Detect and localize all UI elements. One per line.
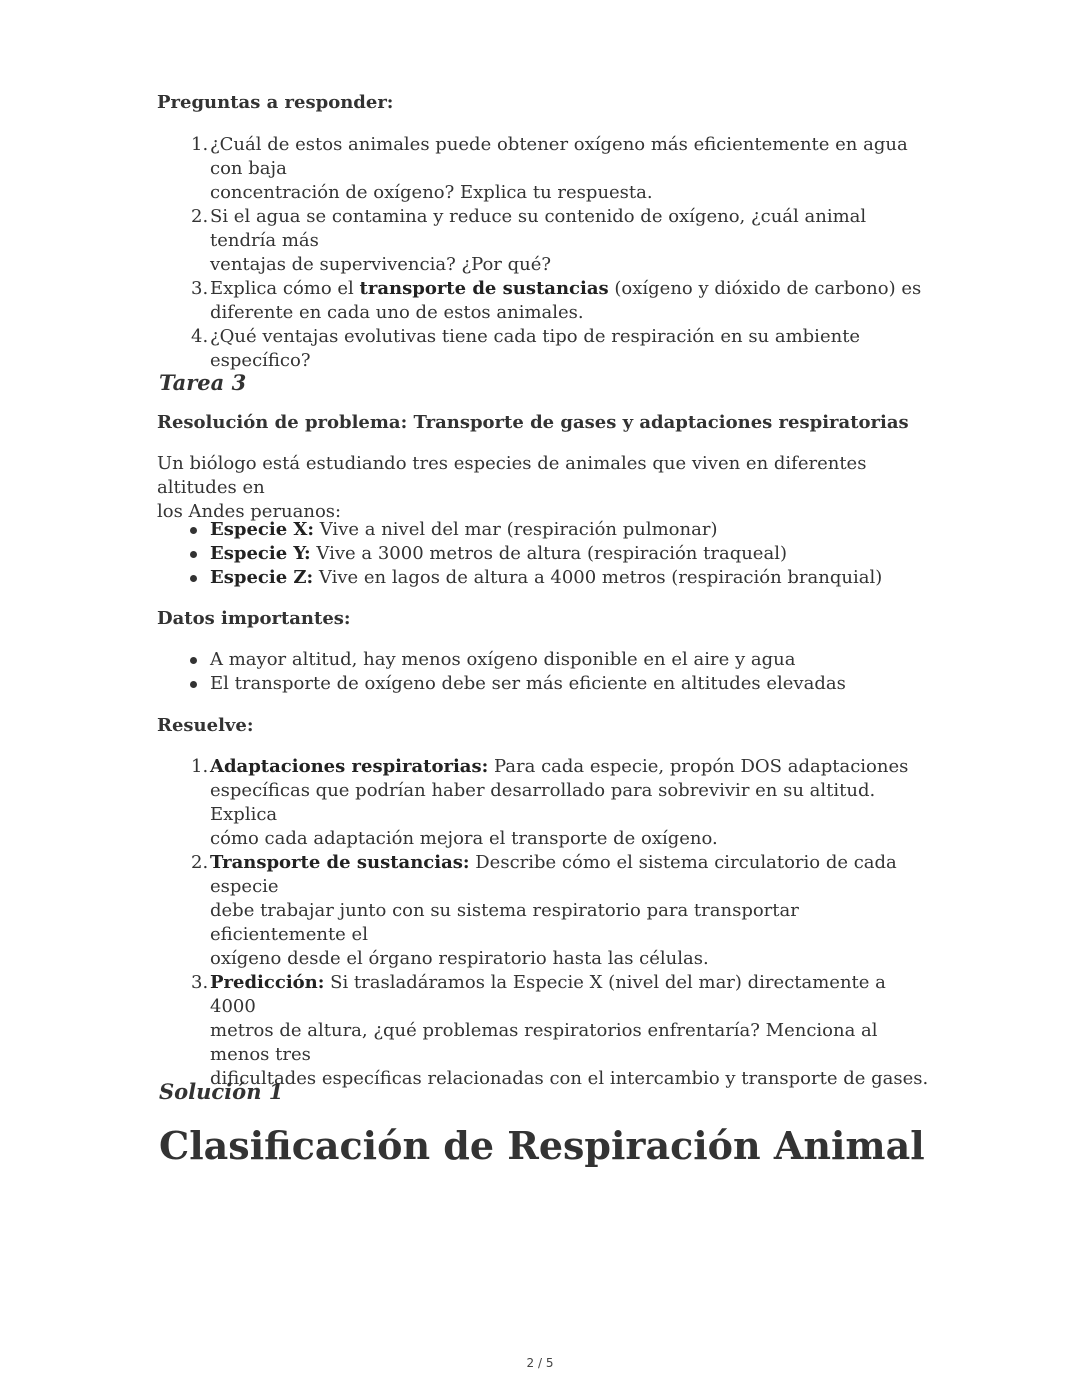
- list-text: ventajas de supervivencia? ¿Por qué?: [210, 254, 552, 275]
- list-number: 3.: [191, 278, 209, 299]
- bullet-icon: [190, 527, 197, 534]
- species-list: [157, 518, 937, 590]
- list-text: Si el agua se contamina y reduce su contenido de oxígeno, ¿cuál animal tendría más: [210, 206, 867, 251]
- list-text: Explica cómo el: [210, 278, 360, 299]
- page-title: Clasificación de Respiración Animal: [159, 1123, 925, 1168]
- tarea3-heading: Resolución de problema: Transporte de gases y adaptaciones respiratorias: [157, 412, 909, 433]
- list-number: 2.: [191, 852, 209, 873]
- data-heading: Datos importantes:: [157, 608, 351, 629]
- bold-term: Transporte de sustancias:: [210, 852, 470, 873]
- intro-line: Un biólogo está estudiando tres especies de animales que viven en diferentes altitudes en: [157, 453, 867, 498]
- solve-heading: Resuelve:: [157, 715, 254, 736]
- data-text: A mayor altitud, hay menos oxígeno disponible en el aire y agua: [210, 649, 796, 670]
- species-text: Vive a 3000 metros de altura (respiración traqueal): [310, 543, 787, 564]
- intro-line: los Andes peruanos:: [157, 501, 342, 522]
- list-item: [157, 672, 937, 696]
- bold-term: Predicción:: [210, 972, 325, 993]
- solve-list: [157, 755, 937, 1091]
- list-item: [157, 518, 937, 542]
- tarea3-label: Tarea 3: [159, 370, 247, 395]
- questions-list: [157, 133, 937, 373]
- list-text: oxígeno desde el órgano respiratorio hasta las células.: [210, 948, 709, 969]
- data-text: El transporte de oxígeno debe ser más eficiente en altitudes elevadas: [210, 673, 846, 694]
- tarea3-intro: [157, 452, 937, 524]
- bold-term: Adaptaciones respiratorias:: [210, 756, 489, 777]
- list-item: [157, 277, 937, 325]
- species-name: Especie Y:: [210, 543, 311, 564]
- list-item: [157, 205, 937, 277]
- list-number: 1.: [191, 756, 209, 777]
- list-item: [157, 755, 937, 851]
- list-text: Para cada especie, propón DOS adaptaciones: [488, 756, 909, 777]
- bullet-icon: [190, 575, 197, 582]
- list-text: Describe cómo el sistema circulatorio de cada especie: [210, 852, 897, 897]
- list-text: Si trasladáramos la Especie X (nivel del mar) directamente a 4000: [210, 972, 886, 1017]
- list-number: 2.: [191, 206, 209, 227]
- list-text: metros de altura, ¿qué problemas respiratorios enfrentaría? Menciona al menos tres: [210, 1020, 878, 1065]
- list-text: ¿Qué ventajas evolutivas tiene cada tipo de respiración en su ambiente específico?: [210, 326, 861, 371]
- species-text: Vive a nivel del mar (respiración pulmonar): [314, 519, 718, 540]
- list-text: diferente en cada uno de estos animales.: [210, 302, 584, 323]
- species-name: Especie X:: [210, 519, 315, 540]
- list-item: [157, 566, 937, 590]
- list-text: ¿Cuál de estos animales puede obtener oxígeno más eficientemente en agua con baja: [210, 134, 908, 179]
- data-list: [157, 648, 937, 696]
- bullet-icon: [190, 657, 197, 664]
- list-item: [157, 851, 937, 971]
- list-item: [157, 542, 937, 566]
- questions-heading: Preguntas a responder:: [157, 92, 394, 113]
- list-item: [157, 133, 937, 205]
- list-text: dificultades específicas relacionadas con el intercambio y transporte de gases.: [210, 1068, 929, 1089]
- list-number: 1.: [191, 134, 209, 155]
- list-text: específicas que podrían haber desarrollado para sobrevivir en su altitud. Explica: [210, 780, 876, 825]
- list-number: 4.: [191, 326, 209, 347]
- solucion1-label: Solución 1: [159, 1079, 284, 1104]
- list-number: 3.: [191, 972, 209, 993]
- bullet-icon: [190, 551, 197, 558]
- bullet-icon: [190, 681, 197, 688]
- list-item: [157, 325, 937, 373]
- species-name: Especie Z:: [210, 567, 314, 588]
- page-number: 2 / 5: [526, 1356, 554, 1370]
- list-text: (oxígeno y dióxido de carbono) es: [608, 278, 922, 299]
- list-item: [157, 971, 937, 1091]
- bold-term: transporte de sustancias: [359, 278, 609, 299]
- list-text: debe trabajar junto con su sistema respiratorio para transportar eficientemente el: [210, 900, 799, 945]
- list-item: [157, 648, 937, 672]
- list-text: concentración de oxígeno? Explica tu respuesta.: [210, 182, 653, 203]
- list-text: cómo cada adaptación mejora el transporte de oxígeno.: [210, 828, 718, 849]
- species-text: Vive en lagos de altura a 4000 metros (respiración branquial): [313, 567, 883, 588]
